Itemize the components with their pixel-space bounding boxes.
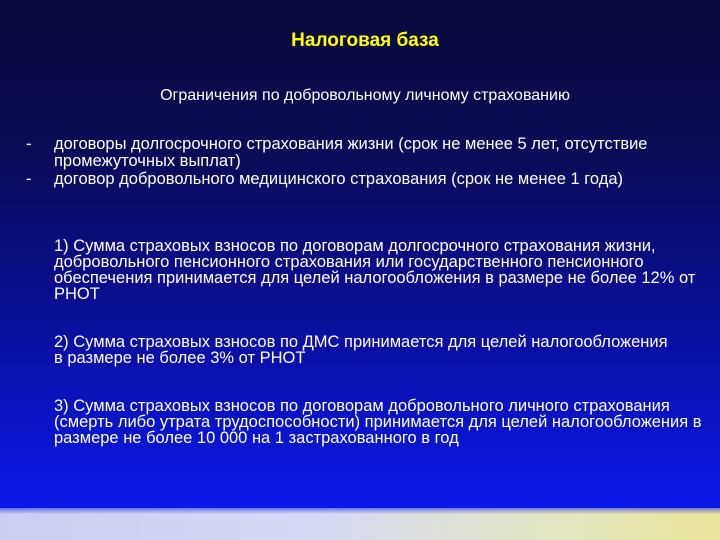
bullet-text: договор добровольного медицинского страхования (срок не менее 1 года) — [54, 170, 623, 188]
bullet-list — [26, 136, 706, 189]
bullet-dash: - — [26, 170, 32, 188]
paragraph-3: 3) Сумма страховых взносов по договорам добровольного личного страхования (смерть либо утрата трудоспособности) принимается для целей налогообложения в размере не более 10 000 на 1 застрахованного в год — [54, 397, 702, 447]
bullet-text: договоры долгосрочного страхования жизни (срок не менее 5 лет, отсутствие промежуточных выплат) — [54, 135, 648, 170]
bullet-item — [26, 136, 706, 170]
paragraph-2: 2) Сумма страховых взносов по ДМС принимается для целей налогообложения в размере не более 3% от РНОТ — [54, 333, 668, 367]
paragraph-1: 1) Сумма страховых взносов по договорам долгосрочного страхования жизни, добровольного пенсионного страхования или государственного пенсионного обеспечения принимается для целей налогообложения в размере не более 12% от РНОТ — [54, 237, 696, 303]
bullet-item — [26, 171, 706, 188]
slide-title: Налоговая база — [291, 30, 439, 51]
bottom-stripe — [0, 508, 720, 540]
bullet-dash: - — [26, 135, 32, 153]
slide-subtitle: Ограничения по добровольному личному страхованию — [160, 87, 570, 104]
